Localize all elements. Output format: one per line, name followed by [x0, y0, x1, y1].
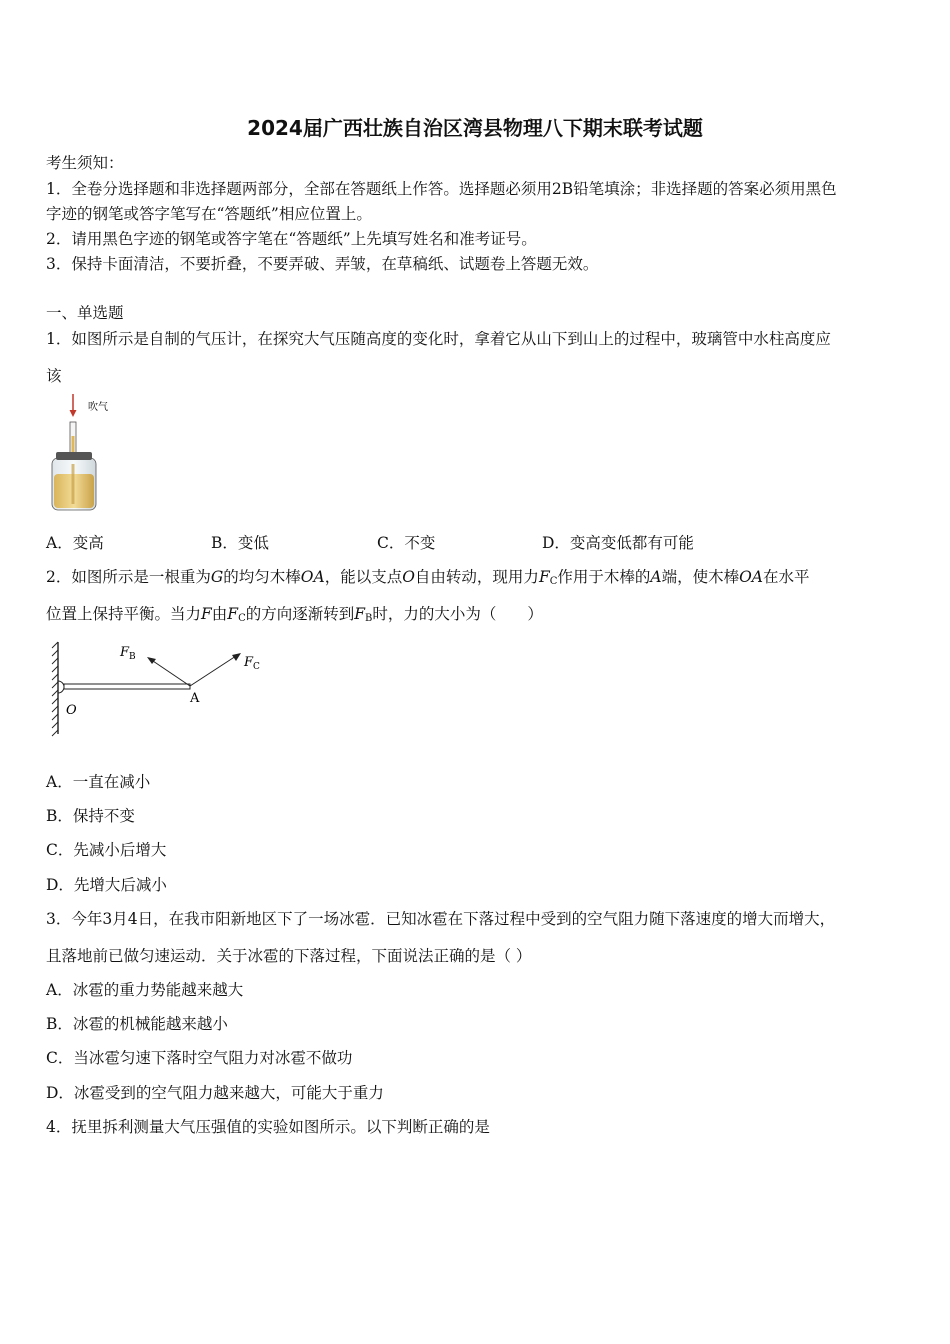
q1-option-c[interactable]: C．不变: [377, 534, 436, 552]
notice-item-1-cont: 字迹的钢笔或答字笔写在“答题纸”相应位置上。: [46, 205, 372, 223]
q3-option-d[interactable]: D．冰雹受到的空气阻力越来越大，可能大于重力: [46, 1084, 384, 1102]
lever-figure: [44, 636, 284, 740]
q1-stem-line2: 该: [46, 367, 62, 385]
label-FC: $F_C$: [244, 655, 260, 672]
notice-item-1: 1．全卷分选择题和非选择题两部分，全部在答题纸上作答。选择题必须用2B铅笔填涂；非选择题的答案必须用黑色: [46, 180, 837, 198]
q3-stem-line1: 3．今年3月4日，在我市阳新地区下了一场冰雹．已知冰雹在下落过程中受到的空气阻力随下落速度的增大而增大，: [46, 910, 836, 928]
q2-option-c[interactable]: C．先减小后增大: [46, 841, 167, 859]
notice-heading: 考生须知：: [46, 154, 124, 172]
q2-option-d[interactable]: D．先增大后减小: [46, 876, 167, 894]
page-title: 2024届广西壮族自治区湾县物理八下期末联考试题: [247, 116, 703, 140]
q3-option-c[interactable]: C．当冰雹匀速下落时空气阻力对冰雹不做功: [46, 1049, 353, 1067]
q2-stem-line2: 位置上保持平衡。当力F由$F_C$的方向逐渐转到$F_B$时，力的大小为（ ）: [46, 605, 543, 624]
label-FB: $F_B$: [120, 645, 136, 662]
label-A: A: [190, 691, 200, 706]
barometer-figure: [44, 392, 124, 512]
q2-stem-line1: 2．如图所示是一根重为G的均匀木棒OA，能以支点O自由转动，现用力$F_C$作用于木棒的A端，使木棒OA在水平: [46, 568, 810, 587]
q3-option-b[interactable]: B．冰雹的机械能越来越小: [46, 1015, 228, 1033]
notice-item-3: 3．保持卡面清洁，不要折叠，不要弄破、弄皱，在草稿纸、试题卷上答题无效。: [46, 255, 599, 273]
q2-option-a[interactable]: A．一直在减小: [46, 773, 151, 791]
q3-option-a[interactable]: A．冰雹的重力势能越来越大: [46, 981, 244, 999]
q1-option-a[interactable]: A．变高: [46, 534, 104, 552]
q3-stem-line2: 且落地前已做匀速运动．关于冰雹的下落过程，下面说法正确的是（ ）: [46, 947, 532, 965]
label-O: O: [66, 703, 77, 718]
q1-option-d[interactable]: D．变高变低都有可能: [542, 534, 694, 552]
notice-item-2: 2．请用黑色字迹的钢笔或答字笔在“答题纸”上先填写姓名和准考证号。: [46, 230, 537, 248]
q2-option-b[interactable]: B．保持不变: [46, 807, 135, 825]
q1-stem-line1: 1．如图所示是自制的气压计，在探究大气压随高度的变化时，拿着它从山下到山上的过程中，玻璃管中水柱高度应: [46, 330, 831, 348]
q1-option-b[interactable]: B．变低: [211, 534, 269, 552]
q4-stem-line1: 4．抚里拆利测量大气压强值的实验如图所示。以下判断正确的是: [46, 1118, 490, 1136]
section-heading: 一、单选题: [46, 304, 124, 322]
figure-label-blow: 吹气: [88, 402, 108, 413]
